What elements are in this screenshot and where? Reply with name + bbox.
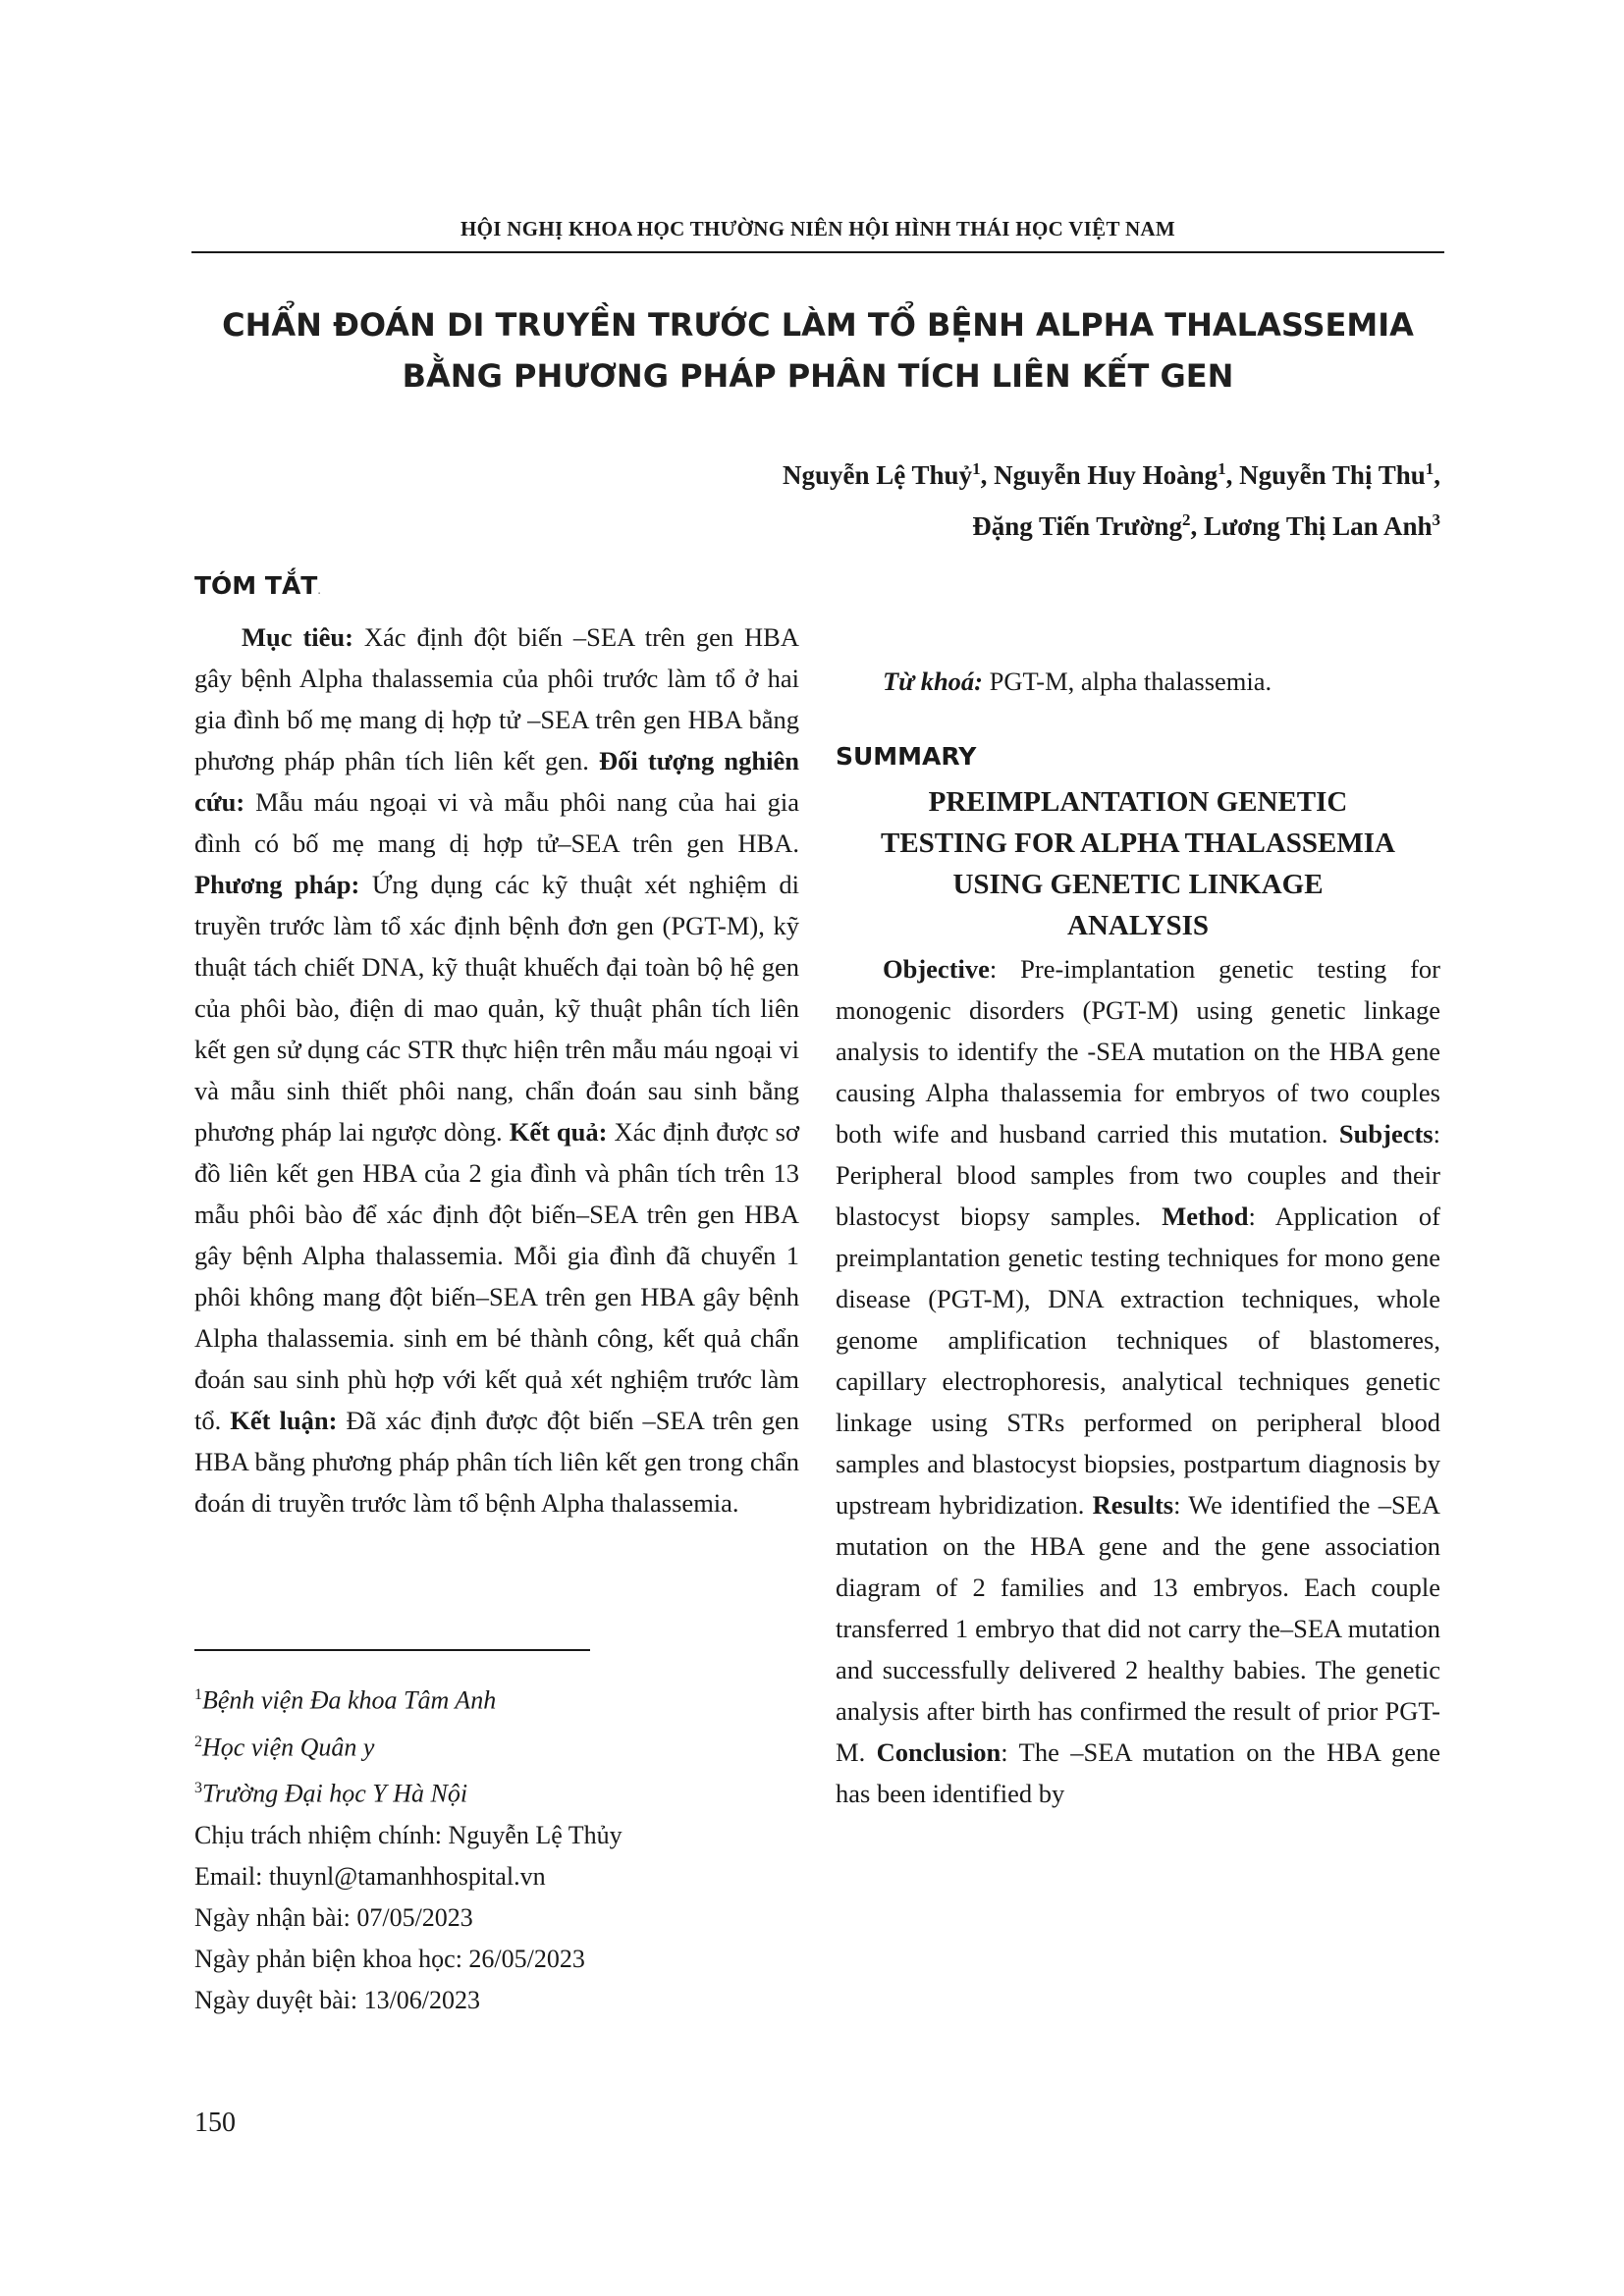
author-name: Nguyễn Lệ Thuỷ [783, 460, 973, 490]
page-number: 150 [194, 2108, 236, 2138]
conclusion-text: Đã xác định được đột biến –SEA trên gen HBA bằng phương pháp phân tích liên kết gen trong chẩn đoán di truyền trước làm tổ bệnh Alpha thalassemia. [194, 1406, 799, 1518]
received-date: Ngày nhận bài: 07/05/2023 [194, 1902, 473, 1932]
subjects-text: Mẫu máu ngoại vi và mẫu phôi nang của hai gia đình có bố mẹ mang dị hợp tử–SEA trên gen HBA. [194, 787, 799, 858]
author-separator: , [1434, 460, 1440, 490]
conclusion-label: Kết luận: [230, 1406, 338, 1435]
author-separator: , [1225, 460, 1240, 490]
affiliation-1: $^1$Bệnh viện Đa khoa Tâm Anh [194, 1685, 497, 1715]
method-text: Ứng dụng các kỹ thuật xét nghiệm di truyền trước làm tổ xác định bệnh đơn gen (PGT-M), kỹ thuật tách chiết DNA, kỹ thuật khuếch đại toàn bộ hệ gen của phôi bào, điện di mao quản, kỹ thuật phân tích liên kết gen sử dụng các STR thực hiện trên mẫu máu ngoại vi và mẫu sinh thiết phôi nang, chẩn đoán sau sinh bằng phương pháp lai ngược dòng. [194, 870, 799, 1147]
summary-title-line: PREIMPLANTATION GENETIC [928, 786, 1348, 818]
author-affiliation-mark: 2 [1181, 510, 1191, 529]
subjects-label: Đối tượng nghiên cứu: [194, 746, 799, 817]
conclusion-text: : The –SEA mutation on the HBA gene has been identified by [836, 1737, 1440, 1808]
keywords-label: Từ khoá: [883, 667, 984, 696]
summary-heading: SUMMARY [836, 742, 977, 771]
author-name: Đặng Tiến Trường [972, 511, 1182, 541]
results-text: Xác định được sơ đồ liên kết gen HBA của 2 gia đình và phân tích trên 13 mẫu phôi bào để xác định đột biến–SEA trên gen HBA gây bệnh Alpha thalassemia. Mỗi gia đình đã chuyển 1 phôi không mang đột biến–SEA trên gen HBA gây bệnh Alpha thalassemia. sinh em bé thành công, kết quả chẩn đoán sau sinh phù hợp với kết quả xét nghiệm trước làm tổ. [194, 1117, 800, 1435]
author-line-2 [783, 498, 1440, 549]
results-label: Kết quả: [509, 1117, 608, 1147]
footnote-rule [194, 1649, 590, 1651]
abstract-vi-heading [194, 571, 799, 600]
summary-body [836, 948, 1440, 1814]
accepted-date: Ngày duyệt bài: 13/06/2023 [194, 1985, 481, 2014]
summary-title [836, 781, 1440, 946]
objective-label: Objective [883, 954, 990, 984]
footnotes [194, 1675, 803, 2021]
author-name: Nguyễn Huy Hoàng [994, 460, 1218, 490]
author-list [783, 447, 1440, 549]
author-affiliation-mark: 3 [1432, 510, 1440, 529]
paper-title [191, 299, 1444, 401]
method-label: Method [1162, 1201, 1249, 1231]
heading-dot: . [317, 583, 321, 598]
method-text: : Application of preimplantation genetic testing techniques for mono gene disease (PGT-M), DNA extraction techniques, whole genome amplification techniques of blastomeres, capillary electrophoresis, analytical techniques genetic linkage using STRs performed on peripheral blood samples and blastocyst biopsies, postpartum diagnosis by upstream hybridization. [836, 1201, 1440, 1520]
running-header: HỘI NGHỊ KHOA HỌC THƯỜNG NIÊN HỘI HÌNH THÁI HỌC VIỆT NAM [460, 217, 1175, 240]
objective-label: Mục tiêu: [242, 622, 353, 652]
section-heading: TÓM TẮT [194, 571, 318, 600]
subjects-text: : Peripheral blood samples from two couples and their blastocyst biopsy samples. [836, 1119, 1440, 1231]
conclusion-label: Conclusion [876, 1737, 1001, 1767]
author-name: Nguyễn Thị Thu [1239, 460, 1426, 490]
objective-text: Xác định đột biến –SEA trên gen HBA gây bệnh Alpha thalassemia của phôi trước làm tổ ở hai gia đình bố mẹ mang dị hợp tử –SEA trên gen HBA bằng phương pháp phân tích liên kết gen. [194, 622, 799, 775]
objective-text: : Pre-implantation genetic testing for monogenic disorders (PGT-M) using genetic linkage analysis to identify the -SEA mutation on the HBA gene causing Alpha thalassemia for embryos of two couples both wife and husband carried this mutation. [836, 954, 1440, 1148]
author-name: Lương Thị Lan Anh [1203, 511, 1433, 541]
author-affiliation-mark: 1 [1218, 459, 1226, 478]
results-label: Results [1092, 1490, 1174, 1520]
affiliation-2: $^2$Học viện Quân y [194, 1733, 375, 1762]
title-line-2: BẰNG PHƯƠNG PHÁP PHÂN TÍCH LIÊN KẾT GEN [402, 357, 1234, 395]
author-separator: , [980, 460, 995, 490]
corresponding-author: Chịu trách nhiệm chính: Nguyễn Lệ Thủy [194, 1820, 623, 1849]
author-line-1 [783, 447, 1440, 498]
summary-title-line: USING GENETIC LINKAGE [952, 869, 1324, 900]
subjects-label: Subjects [1338, 1119, 1434, 1148]
reviewed-date: Ngày phản biện khoa học: 26/05/2023 [194, 1944, 585, 1973]
summary-title-line: ANALYSIS [1067, 910, 1209, 941]
email: Email: thuynl@tamanhhospital.vn [194, 1861, 546, 1891]
summary-heading-block [836, 742, 1440, 771]
summary-title-line: TESTING FOR ALPHA THALASSEMIA [880, 828, 1395, 859]
header-rule [191, 251, 1444, 253]
results-text: : We identified the –SEA mutation on the HBA gene and the gene association diagram of 2 families and 13 embryos. Each couple transferred 1 embryo that did not carry the–SEA mutation and successfully delivered 2 healthy babies. The genetic analysis after birth has confirmed the result of prior PGT-M. [836, 1490, 1441, 1767]
method-label: Phương pháp: [194, 870, 360, 899]
author-separator: , [1190, 511, 1204, 541]
author-affiliation-mark: 1 [972, 459, 981, 478]
affiliation-3: $^3$Trường Đại học Y Hà Nội [194, 1779, 468, 1808]
keywords [836, 661, 1440, 702]
keywords-text: PGT-M, alpha thalassemia. [983, 667, 1272, 696]
abstract-vi-body [194, 616, 799, 1523]
title-line-1: CHẨN ĐOÁN DI TRUYỀN TRƯỚC LÀM TỔ BỆNH ALPHA THALASSEMIA [222, 306, 1414, 344]
author-affiliation-mark: 1 [1425, 459, 1435, 478]
